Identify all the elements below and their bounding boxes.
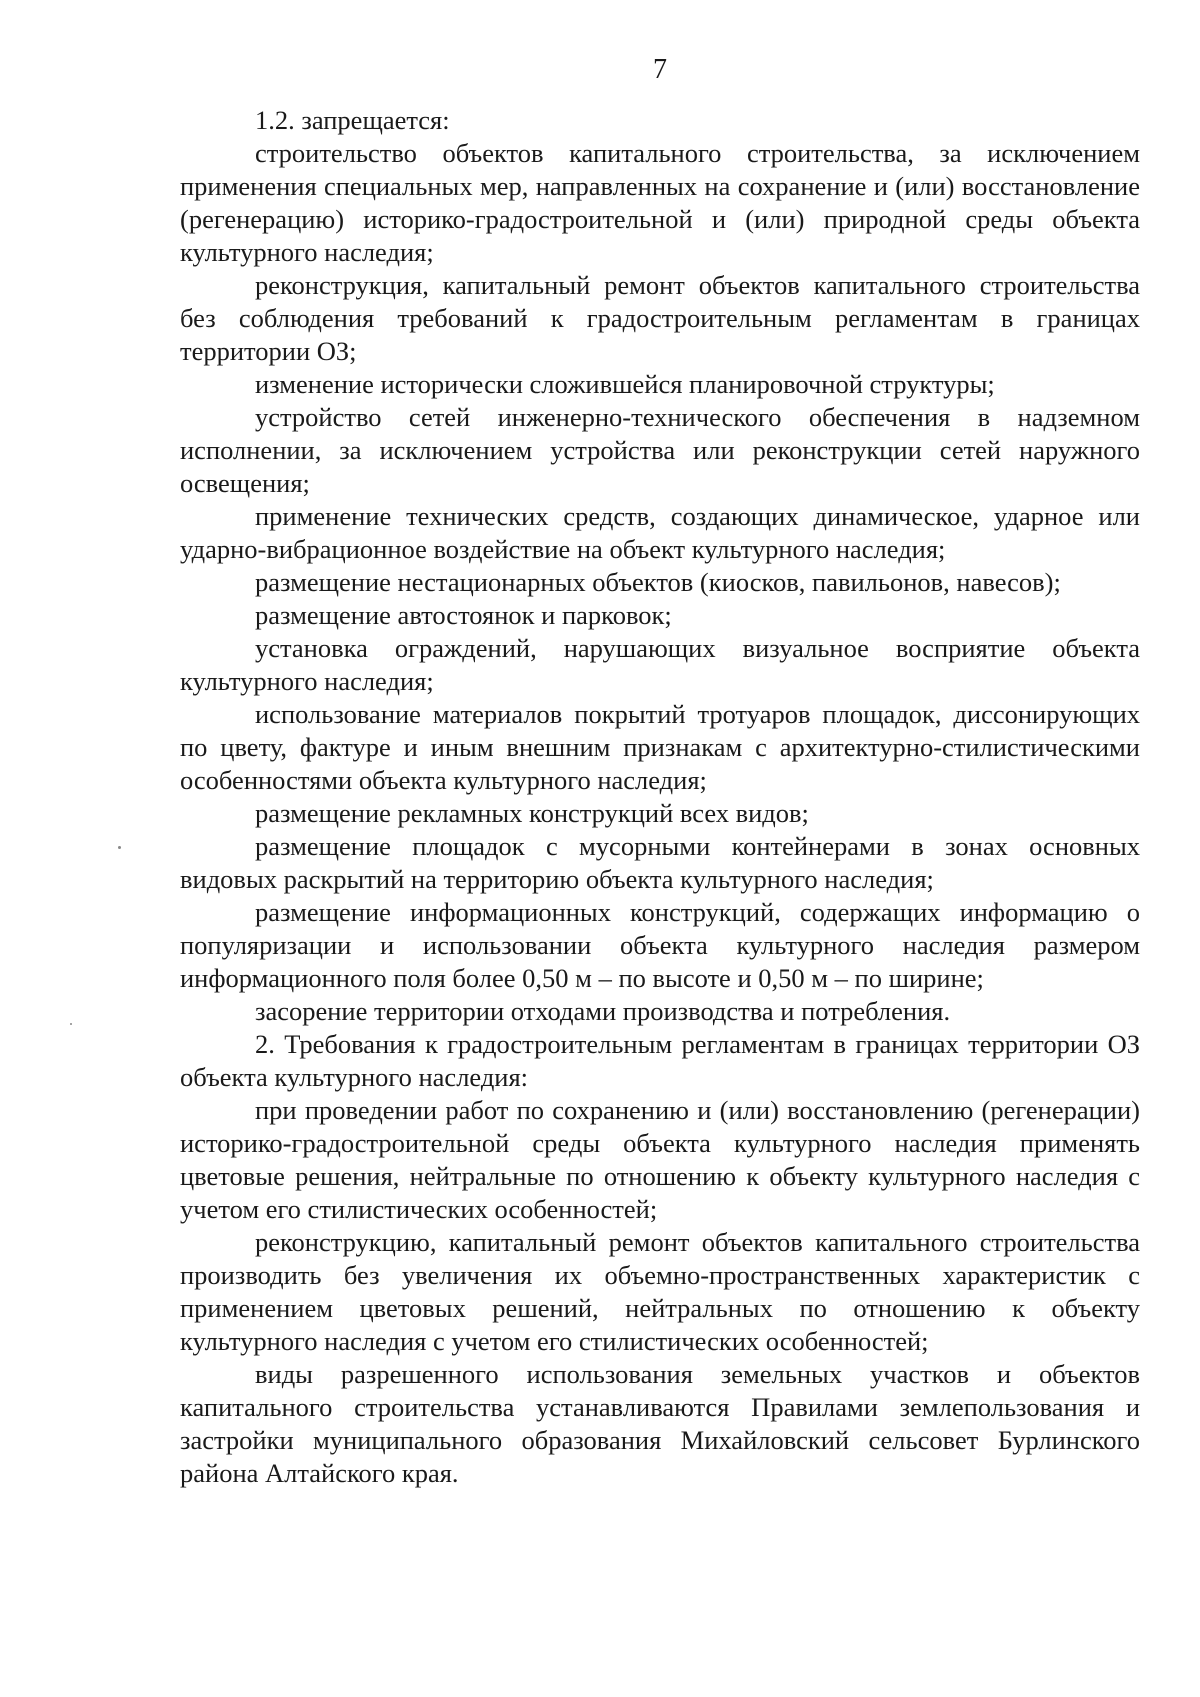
prohibition-item: размещение нестационарных объектов (киосков, павильонов, навесов); [255, 567, 1061, 597]
prohibition-item: размещение рекламных конструкций всех видов; [255, 798, 809, 828]
requirement-item: при проведении работ по сохранению и (или) восстановлению (регенерации) историко-градостроительной среды объекта культурного наследия применять цветовые решения, нейтральные по отношению к объекту культурного наследия с учетом его стилистических особенностей; [180, 1095, 1140, 1224]
prohibition-item: размещение автостоянок и парковок; [255, 600, 672, 630]
prohibition-item: размещение информационных конструкций, содержащих информацию о популяризации и использовании объекта культурного наследия размером информационного поля более 0,50 м – по высоте и 0,50 м – по ширине; [180, 897, 1140, 993]
document-body [180, 104, 1140, 1490]
prohibition-item: установка ограждений, нарушающих визуальное восприятие объекта культурного наследия; [180, 633, 1140, 696]
section-2-heading: 2. Требования к градостроительным регламентам в границах территории ОЗ объекта культурного наследия: [180, 1029, 1140, 1092]
page-number: 7 [653, 54, 667, 85]
prohibition-item: изменение исторически сложившейся планировочной структуры; [255, 369, 995, 399]
prohibition-item: применение технических средств, создающих динамическое, ударное или ударно-вибрационное воздействие на объект культурного наследия; [180, 501, 1140, 564]
requirement-item: виды разрешенного использования земельных участков и объектов капитального строительства устанавливаются Правилами землепользования и застройки муниципального образования Михайловский сельсовет Бурлинского района Алтайского края. [180, 1359, 1140, 1488]
scan-speck [118, 846, 121, 849]
prohibition-item: использование материалов покрытий тротуаров площадок, диссонирующих по цвету, фактуре и иным внешним признакам с архитектурно-стилистическими особенностями объекта культурного наследия; [180, 699, 1140, 795]
prohibition-item: реконструкция, капитальный ремонт объектов капитального строительства без соблюдения требований к градостроительным регламентам в границах территории ОЗ; [180, 270, 1140, 366]
scan-speck [70, 1023, 72, 1025]
section-1-2-heading: 1.2. запрещается: [255, 105, 450, 135]
prohibition-item: засорение территории отходами производства и потребления. [255, 996, 951, 1026]
prohibition-item: строительство объектов капитального строительства, за исключением применения специальных мер, направленных на сохранение и (или) восстановление (регенерацию) историко-градостроительной и (или) природной среды объекта культурного наследия; [180, 138, 1140, 267]
requirement-item: реконструкцию, капитальный ремонт объектов капитального строительства производить без увеличения их объемно-пространственных характеристик с применением цветовых решений, нейтральных по отношению к объекту культурного наследия с учетом его стилистических особенностей; [180, 1227, 1140, 1356]
prohibition-item: размещение площадок с мусорными контейнерами в зонах основных видовых раскрытий на территорию объекта культурного наследия; [180, 831, 1140, 894]
prohibition-item: устройство сетей инженерно-технического обеспечения в надземном исполнении, за исключением устройства или реконструкции сетей наружного освещения; [180, 402, 1140, 498]
